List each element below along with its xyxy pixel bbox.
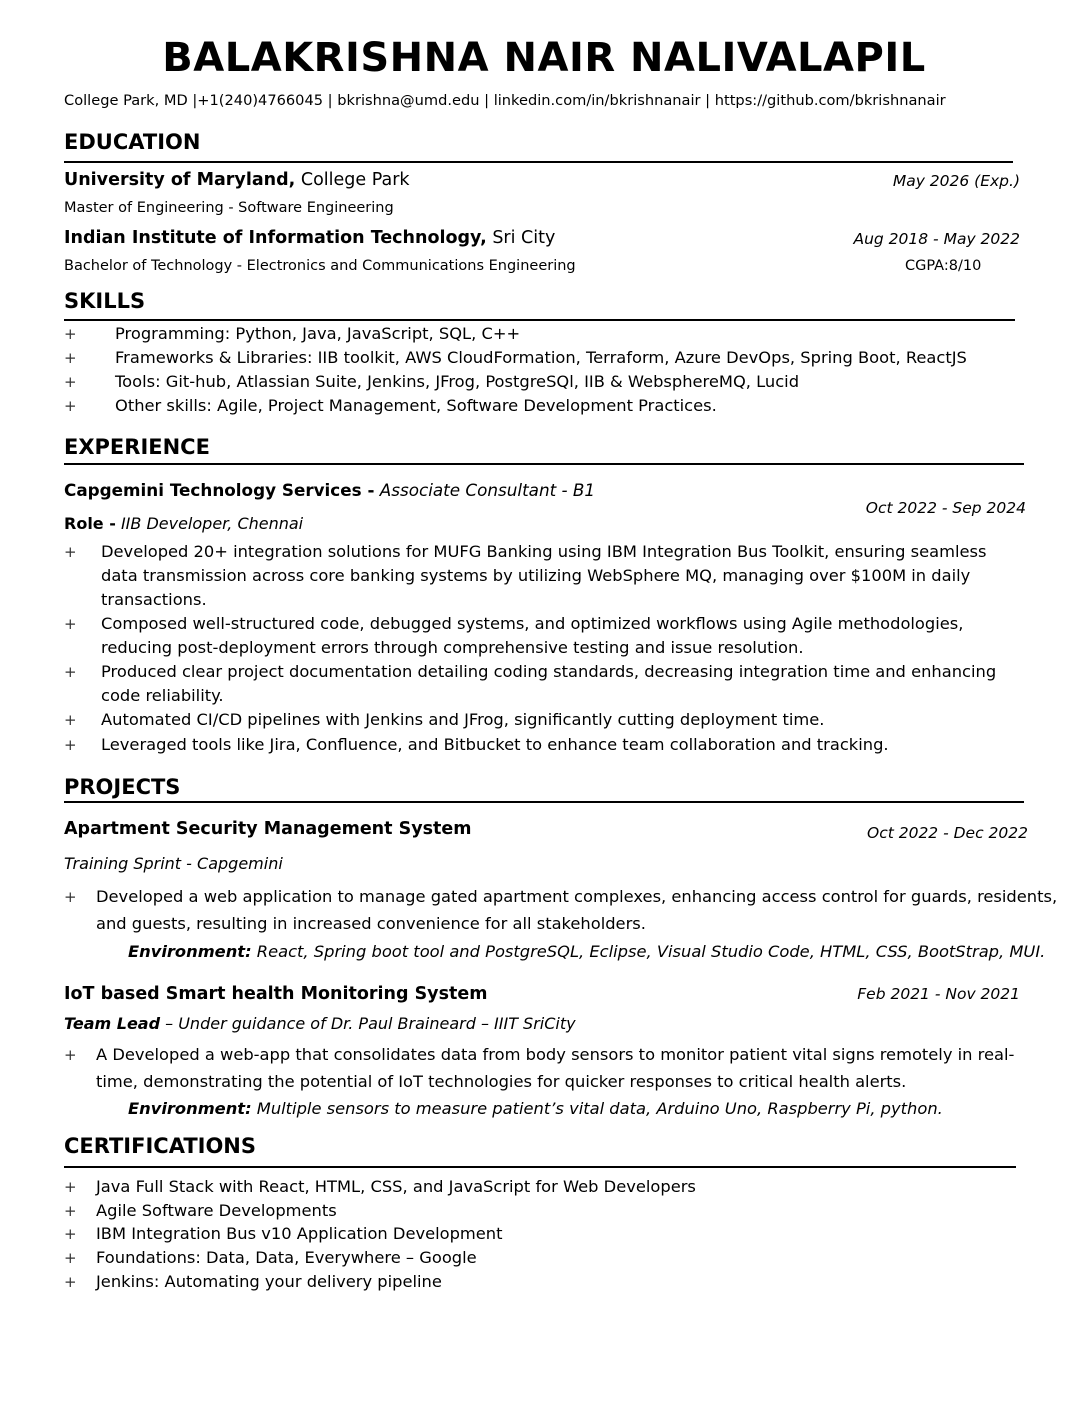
contact-line: College Park, MD |+1(240)4766045 | bkrishna@umd.edu | linkedin.com/in/bkrishnanair | https://github.com/bkrishnanair [64,92,946,109]
project-title: IoT based Smart health Monitoring System [64,984,488,1004]
bullet-icon: + [64,1249,77,1267]
degree: Master of Engineering - Software Engineering [64,200,394,216]
project-date: Oct 2022 - Dec 2022 [867,824,1028,842]
bullet-icon: + [64,736,77,754]
experience-bullet-line: data transmission across core banking systems by utilizing WebSphere MQ, managing over $100M in daily [101,566,971,585]
project-subtitle: Training Sprint - Capgemini [64,854,283,873]
experience-bullet-line: Composed well-structured code, debugged systems, and optimized workflows using Agile methodologies, [101,614,964,633]
project-date: Feb 2021 - Nov 2021 [857,985,1020,1003]
section-title-education: EDUCATION [64,130,201,154]
experience-bullet-line: transactions. [101,590,207,609]
section-title-certifications: CERTIFICATIONS [64,1134,257,1158]
certification-item: Foundations: Data, Data, Everywhere – Google [96,1248,477,1267]
section-divider [64,161,1013,163]
section-divider [64,463,1024,465]
skill-item: Tools: Git-hub, Atlassian Suite, Jenkins, JFrog, PostgreSQl, IIB & WebsphereMQ, Lucid [115,372,800,391]
project-role: Team Lead – Under guidance of Dr. Paul Braineard – IIIT SriCity [64,1014,576,1033]
bullet-icon: + [64,1202,77,1220]
experience-bullet-line: reducing post-deployment errors through comprehensive testing and issue resolution. [101,638,804,657]
skill-item: Other skills: Agile, Project Management, Software Development Practices. [115,396,717,415]
bullet-icon: + [64,349,77,367]
section-title-skills: SKILLS [64,289,146,313]
experience-bullet-line: Developed 20+ integration solutions for MUFG Banking using IBM Integration Bus Toolkit, ensuring seamless [101,542,987,561]
bullet-icon: + [64,373,77,391]
certification-item: Java Full Stack with React, HTML, CSS, and JavaScript for Web Developers [96,1177,696,1196]
bullet-icon: + [64,1178,77,1196]
candidate-name: BALAKRISHNA NAIR NALIVALAPIL [162,35,926,81]
skill-item: Programming: Python, Java, JavaScript, SQL, C++ [115,324,521,343]
company-title: Capgemini Technology Services - Associate Consultant - B1 [64,480,596,500]
school-name: University of Maryland, College Park [64,170,410,190]
project-title: Apartment Security Management System [64,819,472,839]
experience-bullet-line: Produced clear project documentation detailing coding standards, decreasing integration time and enhancing [101,662,997,681]
education-date: Aug 2018 - May 2022 [853,230,1020,248]
bullet-icon: + [64,615,77,633]
bullet-icon: + [64,711,77,729]
project-environment: Environment: React, Spring boot tool and PostgreSQL, Eclipse, Visual Studio Code, HTML, CSS, BootStrap, MUI. [128,942,1046,961]
bullet-icon: + [64,888,77,906]
education-date: May 2026 (Exp.) [892,172,1020,190]
bullet-icon: + [64,663,77,681]
section-divider [64,1166,1016,1168]
skill-item: Frameworks & Libraries: IIB toolkit, AWS CloudFormation, Terraform, Azure DevOps, Spring Boot, ReactJS [115,348,967,367]
role-line: Role - IIB Developer, Chennai [64,514,304,533]
degree: Bachelor of Technology - Electronics and Communications Engineering [64,258,576,274]
experience-date: Oct 2022 - Sep 2024 [865,499,1026,517]
project-bullet-line: and guests, resulting in increased convenience for all stakeholders. [96,914,646,933]
experience-bullet-line: code reliability. [101,686,224,705]
experience-bullet-line: Leveraged tools like Jira, Confluence, and Bitbucket to enhance team collaboration and tracking. [101,735,889,754]
project-environment: Environment: Multiple sensors to measure patient’s vital data, Arduino Uno, Raspberry Pi, python. [128,1099,943,1118]
project-bullet-line: Developed a web application to manage gated apartment complexes, enhancing access control for guards, residents, [96,887,1058,906]
certification-item: Agile Software Developments [96,1201,337,1220]
bullet-icon: + [64,543,77,561]
bullet-icon: + [64,397,77,415]
gpa: CGPA:8/10 [905,258,982,274]
section-title-experience: EXPERIENCE [64,435,210,459]
section-divider [64,319,1015,321]
bullet-icon: + [64,1225,77,1243]
section-divider [64,801,1024,803]
bullet-icon: + [64,1046,77,1064]
bullet-icon: + [64,325,77,343]
project-bullet-line: time, demonstrating the potential of IoT technologies for quicker responses to critical health alerts. [96,1072,907,1091]
project-bullet-line: A Developed a web-app that consolidates data from body sensors to monitor patient vital signs remotely in real- [96,1045,1015,1064]
school-name: Indian Institute of Information Technology, Sri City [64,228,556,248]
bullet-icon: + [64,1273,77,1291]
section-title-projects: PROJECTS [64,775,181,799]
experience-bullet-line: Automated CI/CD pipelines with Jenkins and JFrog, significantly cutting deployment time. [101,710,825,729]
certification-item: Jenkins: Automating your delivery pipeline [96,1272,442,1291]
certification-item: IBM Integration Bus v10 Application Development [96,1224,503,1243]
